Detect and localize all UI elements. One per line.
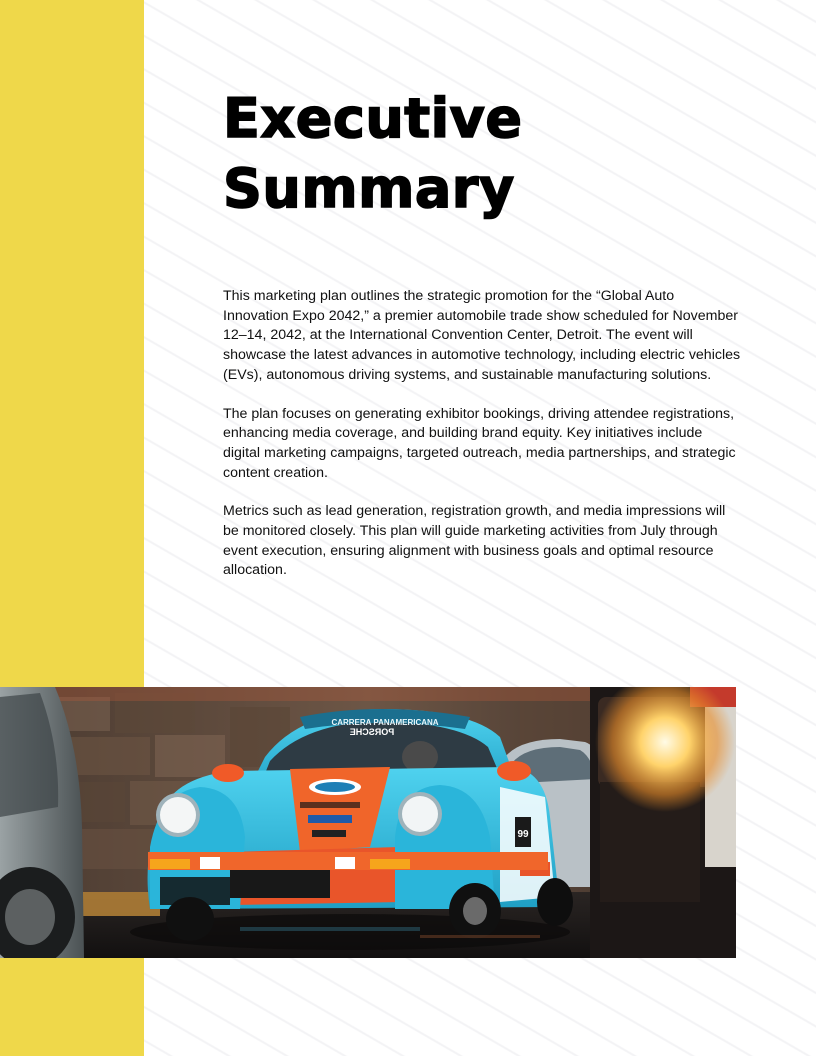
summary-paragraph-2: The plan focuses on generating exhibitor bookings, driving attendee registrations, enhancing media coverage, and building brand equity. Key initiatives include digital marketing campaigns, targeted outreach, media partnerships, and strategic content creation. [223,405,736,481]
page-title: Executive Summary [223,87,523,220]
background-truck [590,687,736,958]
windshield-banner-text: CARRERA PANAMERICANA [331,718,439,727]
summary-body [223,287,743,600]
summary-paragraph-3: Metrics such as lead generation, registration growth, and media impressions will be monitored closely. This plan will guide marketing activities from July through event execution, ensuring alignment with business goals and optimal resource allocation. [223,503,726,579]
race-number: 99 [517,829,529,840]
summary-paragraph-1: This marketing plan outlines the strategic promotion for the “Global Auto Innovation Expo 2042,” a premier automobile trade show scheduled for November 12–14, 2042, at the International Convention Center, Detroit. The event will showcase the latest advances in automotive technology, including electric vehicles (EVs), autonomous driving systems, and sustainable manufacturing solutions. [223,288,741,383]
race-car-photo [0,687,736,958]
windshield-brand-text: PORSCHE [349,727,395,737]
